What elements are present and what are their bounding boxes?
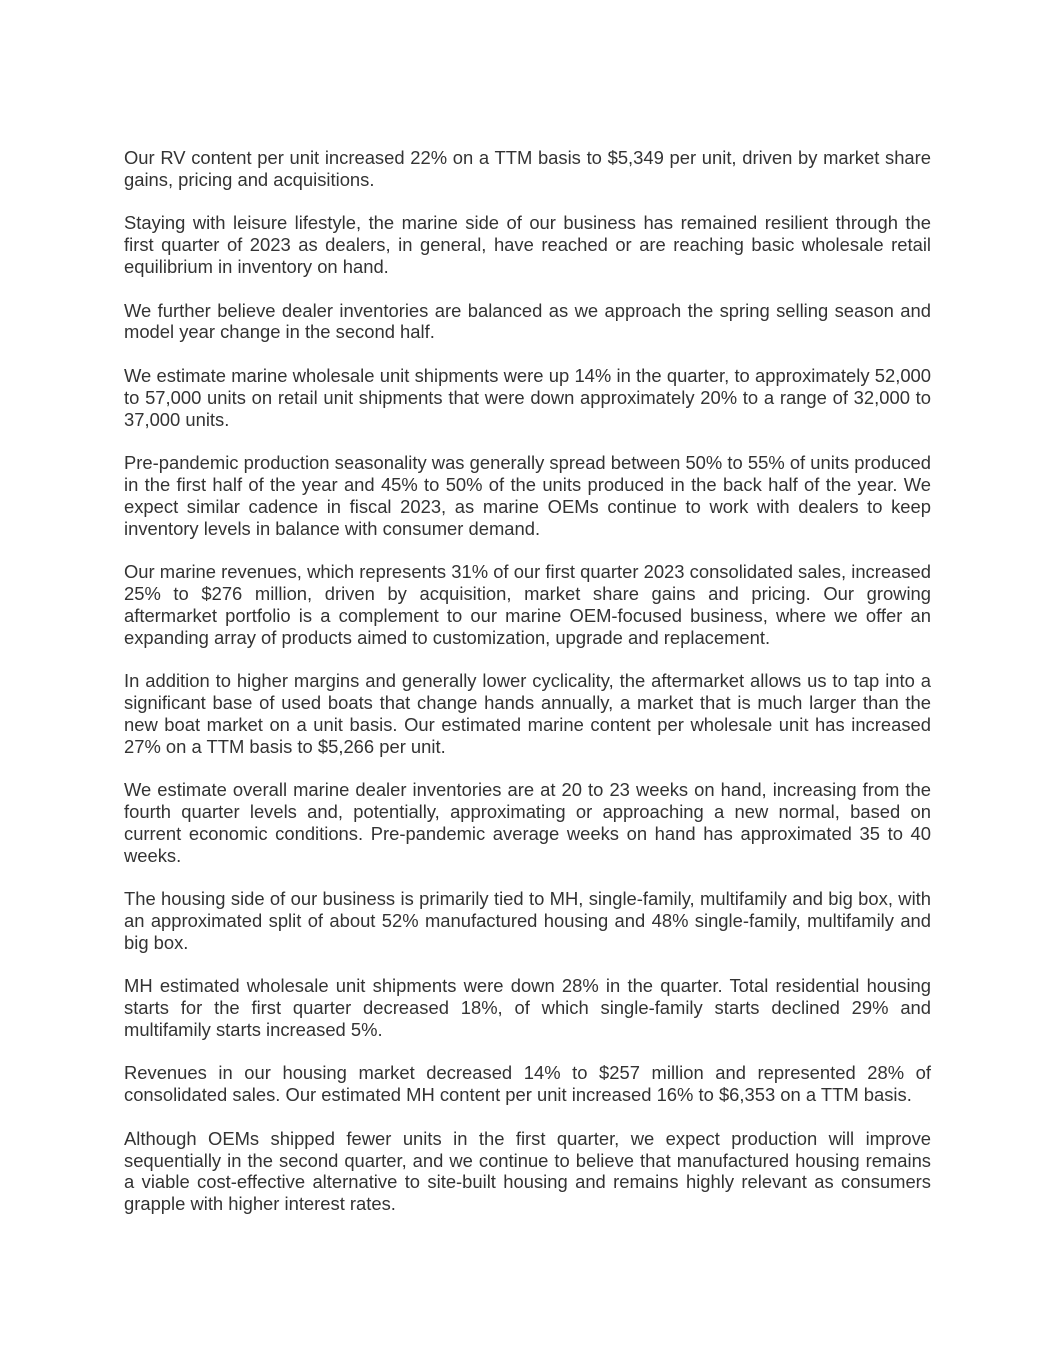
paragraph-aftermarket: In addition to higher margins and generally lower cyclicality, the aftermarket allows us to tap into a significant base of used boats that change hands annually, a market that is much larger than the new boat market on a unit basis. Our estimated marine content per wholesale unit has increased 27% on a TTM basis to $5,266 per unit.: [124, 670, 931, 757]
paragraph-housing-split: The housing side of our business is primarily tied to MH, single-family, multifamily and big box, with an approximated split of about 52% manufactured housing and 48% single-family, multifamily and big box.: [124, 888, 931, 953]
paragraph-marine-resilience: Staying with leisure lifestyle, the marine side of our business has remained resilient through the first quarter of 2023 as dealers, in general, have reached or are reaching basic wholesale retail equilibrium in inventory on hand.: [124, 212, 931, 277]
paragraph-rv-content: Our RV content per unit increased 22% on a TTM basis to $5,349 per unit, driven by market share gains, pricing and acquisitions.: [124, 147, 931, 190]
paragraph-dealer-inventories: We further believe dealer inventories are balanced as we approach the spring selling season and model year change in the second half.: [124, 299, 931, 343]
paragraph-marine-shipments: We estimate marine wholesale unit shipments were up 14% in the quarter, to approximately 52,000 to 57,000 units on retail unit shipments that were down approximately 20% to a range of 32,000 to 37,000 units.: [124, 364, 931, 430]
paragraph-housing-revenues: Revenues in our housing market decreased 14% to $257 million and represented 28% of consolidated sales. Our estimated MH content per unit increased 16% to $6,353 on a TTM basis.: [124, 1062, 931, 1106]
paragraph-production-seasonality: Pre-pandemic production seasonality was generally spread between 50% to 55% of units produced in the first half of the year and 45% to 50% of the units produced in the back half of the year. We expect similar cadence in fiscal 2023, as marine OEMs continue to work with dealers to keep inventory levels in balance with consumer demand.: [124, 452, 931, 539]
paragraph-weeks-on-hand: We estimate overall marine dealer inventories are at 20 to 23 weeks on hand, increasing from the fourth quarter levels and, potentially, approximating or approaching a new normal, based on current economic conditions. Pre-pandemic average weeks on hand has approximated 35 to 40 weeks.: [124, 779, 931, 866]
paragraph-marine-revenues: Our marine revenues, which represents 31% of our first quarter 2023 consolidated sales, increased 25% to $276 million, driven by acquisition, market share gains and pricing. Our growing aftermarket portfolio is a complement to our marine OEM-focused business, where we offer an expanding array of products aimed to customization, upgrade and replacement.: [124, 561, 931, 648]
paragraph-mh-shipments: MH estimated wholesale unit shipments were down 28% in the quarter. Total residential housing starts for the first quarter decreased 18%, of which single-family starts declined 29% and multifamily starts increased 5%.: [124, 975, 931, 1040]
document-page: [124, 147, 931, 1237]
paragraph-housing-outlook: Although OEMs shipped fewer units in the first quarter, we expect production will improve sequentially in the second quarter, and we continue to believe that manufactured housing remains a viable cost-effective alternative to site-built housing and remains highly relevant as consumers grapple with higher interest rates.: [124, 1127, 931, 1215]
